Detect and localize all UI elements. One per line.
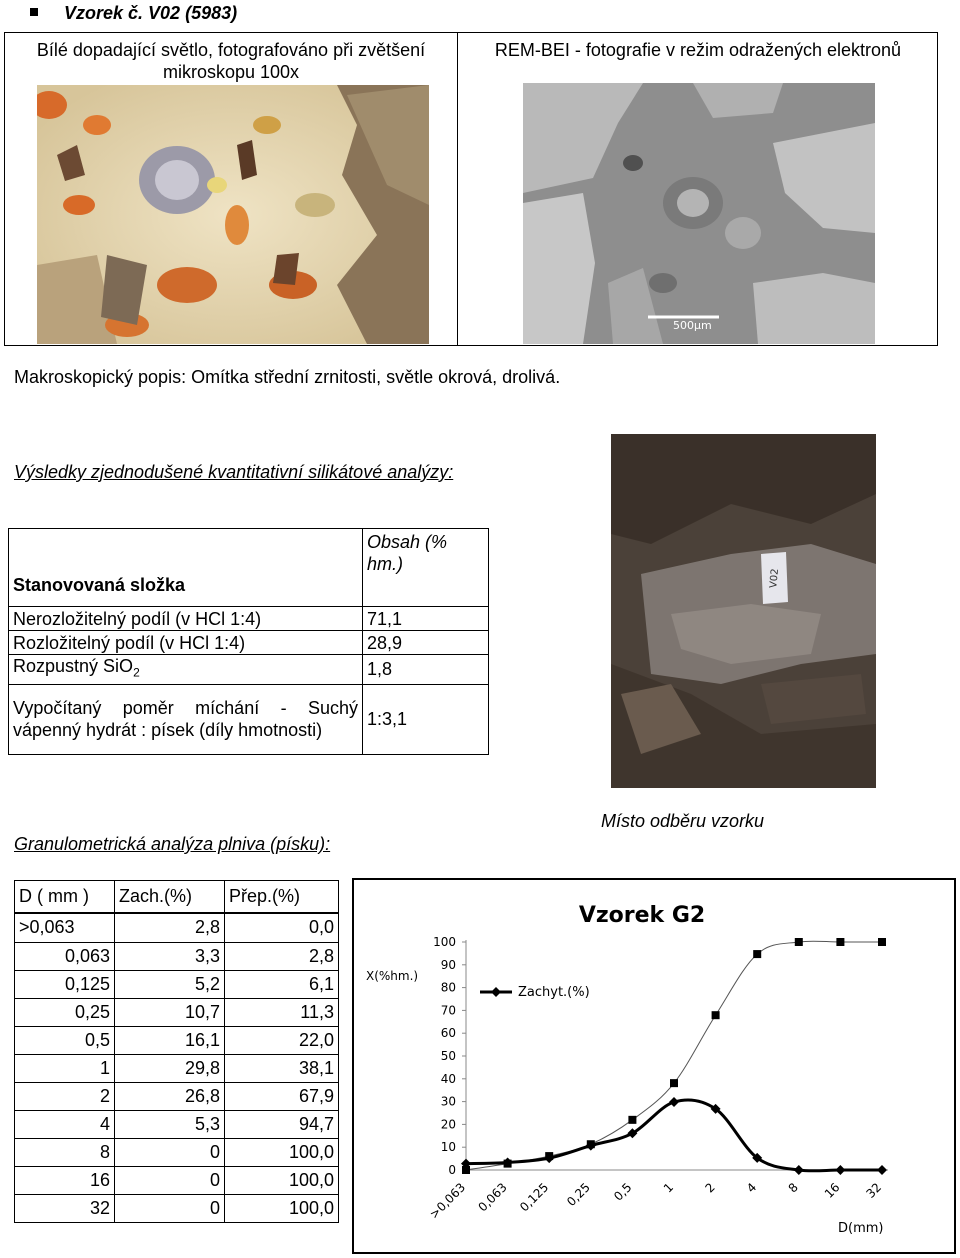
chart-x-tick-label: 4 [744,1180,760,1196]
sieve-row [15,1111,339,1139]
composition-value: 28,9 [363,631,489,655]
sieve-cell-d: 1 [15,1055,115,1083]
composition-name: Vypočítaný poměr míchání - Suchý vápenný hydrát : písek (díly hmotnosti) [9,684,363,754]
sieve-row [15,913,339,943]
sample-label-tag: V02 [768,568,781,589]
sieve-row [15,1139,339,1167]
composition-header-content: Obsah (% hm.) [363,529,489,607]
chart-point-passing [712,1011,720,1019]
sample-title: Vzorek č. V02 (5983) [64,3,238,23]
results-title: Výsledky zjednodušené kvantitativní silikátové analýzy: [14,462,454,482]
sieve-row [15,1055,339,1083]
sieve-cell-passing: 2,8 [225,943,339,971]
sieve-row [15,999,339,1027]
sieve-header-row [15,881,339,913]
sem-micrograph [523,83,875,344]
chart-x-label: D(mm) [838,1221,884,1236]
sieve-cell-retained: 29,8 [115,1055,225,1083]
optical-micrograph [37,85,429,344]
sieve-header-passing: Přep.(%) [225,881,339,913]
photo-table-divider [457,33,458,345]
chart-point-passing [795,938,803,946]
chart-y-tick-label: 50 [440,1049,456,1063]
chart-x-tick-label: 32 [863,1180,885,1201]
composition-table [8,528,489,755]
sieve-cell-passing: 0,0 [225,913,339,943]
grading-chart-frame [352,878,956,1254]
sieve-table [14,880,339,1223]
sampling-site-photo [611,434,876,788]
optical-photo-caption: Bílé dopadající světlo, fotografováno při zvětšení mikroskopu 100x [36,40,426,82]
bullet-icon [30,8,38,16]
photo-table [4,32,938,346]
chart-y-label: X(%hm.) [366,969,419,983]
macroscopic-description: Makroskopický popis: Omítka střední zrnitosti, světle okrová, drolivá. [14,367,561,387]
sieve-cell-d: 2 [15,1083,115,1111]
sieve-row [15,943,339,971]
chart-y-tick-label: 70 [440,1003,456,1018]
chart-x-tick-label: 0,063 [475,1180,510,1215]
composition-name: Rozpustný SiO$_2$ [9,655,363,685]
composition-row [9,631,489,655]
sieve-row [15,1195,339,1223]
chart-legend-label: Zachyt.(%) [518,985,590,1000]
composition-value: 71,1 [363,607,489,631]
composition-value: 1,8 [363,655,489,685]
sieve-cell-passing: 100,0 [225,1195,339,1223]
chart-point-retained [835,1165,845,1175]
chart-x-tick-label: 0,125 [517,1180,552,1215]
sieve-cell-d: 16 [15,1167,115,1195]
composition-header-row [9,529,489,607]
sampling-site-caption: Místo odběru vzorku [601,811,765,831]
sieve-row [15,1167,339,1195]
sieve-cell-passing: 94,7 [225,1111,339,1139]
chart-point-retained [669,1097,679,1107]
chart-legend-marker [491,987,501,997]
chart-x-tick-label: >0,063 [426,1180,469,1222]
chart-title: Vzorek G2 [578,903,706,928]
composition-row [9,655,489,685]
sieve-cell-retained: 5,2 [115,971,225,999]
chart-x-tick-label: 0,5 [611,1180,635,1204]
sieve-row [15,1027,339,1055]
sieve-cell-passing: 6,1 [225,971,339,999]
sieve-cell-retained: 5,3 [115,1111,225,1139]
sieve-cell-passing: 11,3 [225,999,339,1027]
sieve-cell-d: 0,25 [15,999,115,1027]
sieve-cell-retained: 10,7 [115,999,225,1027]
chart-point-passing [753,950,761,958]
chart-x-tick-label: 2 [702,1180,718,1196]
sieve-cell-retained: 16,1 [115,1027,225,1055]
sieve-cell-retained: 0 [115,1139,225,1167]
sem-scale-label: 500µm [673,319,712,332]
sieve-body [15,913,339,1223]
chart-point-passing [628,1116,636,1124]
sem-photo-caption: REM-BEI - fotografie v režim odražených elektronů [494,40,902,60]
chart-y-tick-label: 90 [440,957,456,972]
composition-value: 1:3,1 [363,684,489,754]
composition-name: Nerozložitelný podíl (v HCl 1:4) [9,607,363,631]
sieve-row [15,971,339,999]
chart-y-tick-label: 10 [440,1140,456,1155]
chart-x-tick-label: 0,25 [564,1180,593,1210]
chart-y-tick-label: 30 [440,1094,456,1109]
composition-row [9,607,489,631]
sieve-header-d: D ( mm ) [15,881,115,913]
chart-point-retained [877,1165,887,1175]
sieve-cell-retained: 0 [115,1195,225,1223]
composition-header-component: Stanovovaná složka [9,529,363,607]
sieve-cell-d: 0,5 [15,1027,115,1055]
chart-y-tick-label: 40 [440,1071,456,1086]
sieve-cell-retained: 2,8 [115,913,225,943]
sieve-cell-passing: 22,0 [225,1027,339,1055]
sieve-cell-d: 0,125 [15,971,115,999]
chart-x-tick-label: 1 [660,1180,677,1196]
sieve-header-retained: Zach.(%) [115,881,225,913]
sieve-cell-d: 8 [15,1139,115,1167]
sieve-cell-d: 4 [15,1111,115,1139]
composition-name: Rozložitelný podíl (v HCl 1:4) [9,631,363,655]
granulometry-title: Granulometrická analýza plniva (písku): [14,834,331,854]
chart-point-passing [670,1079,678,1087]
composition-row [9,684,489,754]
chart-point-passing [878,938,886,946]
chart-y-tick-label: 60 [440,1026,456,1041]
sieve-cell-d: >0,063 [15,913,115,943]
sieve-cell-retained: 26,8 [115,1083,225,1111]
sieve-cell-passing: 100,0 [225,1167,339,1195]
chart-x-tick-label: 16 [821,1180,843,1201]
sample-heading [30,0,237,26]
sieve-cell-passing: 38,1 [225,1055,339,1083]
chart-y-tick-label: 100 [433,935,456,949]
chart-series-retained-line [466,1100,882,1171]
grading-chart [354,880,954,1252]
chart-y-tick-label: 20 [440,1117,456,1132]
sieve-cell-retained: 3,3 [115,943,225,971]
sieve-cell-d: 0,063 [15,943,115,971]
chart-y-tick-label: 80 [440,980,456,995]
sieve-cell-d: 32 [15,1195,115,1223]
sieve-cell-retained: 0 [115,1167,225,1195]
sieve-cell-passing: 67,9 [225,1083,339,1111]
sieve-row [15,1083,339,1111]
chart-point-retained [794,1165,804,1175]
chart-point-passing [836,938,844,946]
chart-y-tick-label: 0 [448,1163,456,1177]
chart-series-passing-line [466,941,882,1170]
chart-x-tick-label: 8 [785,1180,801,1196]
sieve-cell-passing: 100,0 [225,1139,339,1167]
